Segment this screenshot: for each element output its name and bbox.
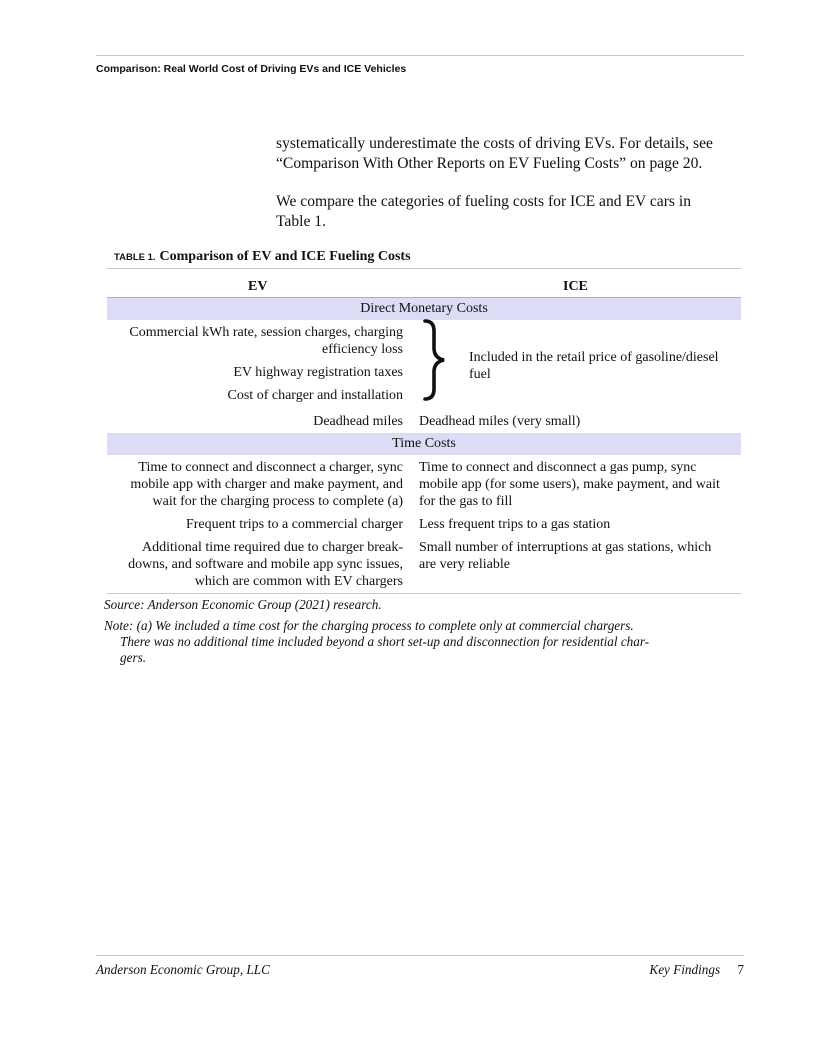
table-source: Source: Anderson Economic Group (2021) research.	[104, 597, 382, 612]
paragraph-1-line-2: “Comparison With Other Reports on EV Fueling Costs” on page 20.	[276, 155, 703, 172]
ev-additional-time-cell	[128, 539, 403, 590]
footer-right	[649, 962, 744, 978]
column-header-ice: ICE	[563, 279, 588, 294]
ice-included-line-2: fuel	[469, 367, 491, 382]
ice-interruptions-line-1: Small number of interruptions at gas stations, which	[419, 540, 712, 555]
paragraph-1-line-1: systematically underestimate the costs of driving EVs. For details, see	[276, 135, 713, 152]
paragraph-2-line-1: We compare the categories of fueling costs for ICE and EV cars in	[276, 193, 692, 210]
footer-section: Key Findings	[649, 962, 721, 977]
column-header-ev: EV	[248, 279, 268, 294]
section-time-costs: Time Costs	[107, 433, 741, 455]
page-number: 7	[737, 962, 744, 977]
paragraph-2-line-2: Table 1.	[276, 213, 327, 230]
ev-highway-taxes-cell: EV highway registration taxes	[233, 365, 403, 380]
ev-additional-time-line-2: downs, and software and mobile app sync issues,	[128, 557, 403, 572]
running-title: Comparison: Real World Cost of Driving EVs and ICE Vehicles	[96, 63, 407, 75]
section-direct-monetary-costs: Direct Monetary Costs	[107, 298, 741, 320]
ev-charger-cost-cell: Cost of charger and installation	[227, 388, 403, 403]
table-top-rule	[107, 268, 741, 269]
table-bottom-rule	[107, 593, 741, 594]
ev-additional-time-line-3: which are common with EV chargers	[194, 574, 403, 589]
header-rule	[96, 55, 744, 56]
table-note-line-1: Note: (a) We included a time cost for the charging process to complete only at commercial chargers.	[104, 618, 634, 633]
ice-interruptions-line-2: are very reliable	[419, 557, 510, 572]
ev-frequent-trips-cell: Frequent trips to a commercial charger	[185, 517, 403, 532]
ev-connect-time-line-1: Time to connect and disconnect a charger, sync	[138, 460, 403, 475]
ev-deadhead-cell: Deadhead miles	[313, 414, 403, 429]
ice-connect-time-line-2: mobile app (for some users), make payment, and wait	[419, 477, 720, 492]
ev-connect-time-line-2: mobile app with charger and make payment, and	[130, 477, 403, 492]
table-note	[104, 618, 724, 666]
body-paragraph-2	[276, 192, 746, 232]
ev-connect-time-cell	[130, 459, 403, 510]
footer-rule	[96, 955, 744, 956]
table-note-line-3: gers.	[120, 650, 147, 665]
ice-connect-time-cell	[419, 459, 720, 510]
footer-publisher: Anderson Economic Group, LLC	[96, 962, 270, 977]
ice-connect-time-line-1: Time to connect and disconnect a gas pump, sync	[419, 460, 697, 475]
body-paragraph-1	[276, 134, 746, 174]
curly-brace-icon	[420, 318, 454, 402]
ice-deadhead-cell: Deadhead miles (very small)	[419, 414, 581, 429]
ev-commercial-kwh-line-1: Commercial kWh rate, session charges, charging	[129, 325, 403, 340]
ice-included-line-1: Included in the retail price of gasoline/diesel	[469, 350, 719, 365]
table-label: TABLE 1.	[114, 252, 156, 263]
ice-less-frequent-trips-cell: Less frequent trips to a gas station	[419, 517, 611, 532]
ice-interruptions-cell	[419, 539, 711, 573]
ev-commercial-kwh-line-2: efficiency loss	[322, 342, 403, 357]
table-note-line-2: There was no additional time included beyond a short set-up and disconnection for residential char-	[120, 634, 650, 649]
ev-commercial-kwh-cell	[129, 324, 403, 358]
ev-connect-time-line-3: wait for the charging process to complete (a)	[152, 494, 403, 509]
table-title: Comparison of EV and ICE Fueling Costs	[159, 249, 411, 264]
ev-additional-time-line-1: Additional time required due to charger break-	[142, 540, 403, 555]
ice-included-in-fuel-cell	[469, 349, 719, 383]
ice-connect-time-line-3: for the gas to fill	[419, 494, 513, 509]
table-caption	[114, 247, 411, 265]
